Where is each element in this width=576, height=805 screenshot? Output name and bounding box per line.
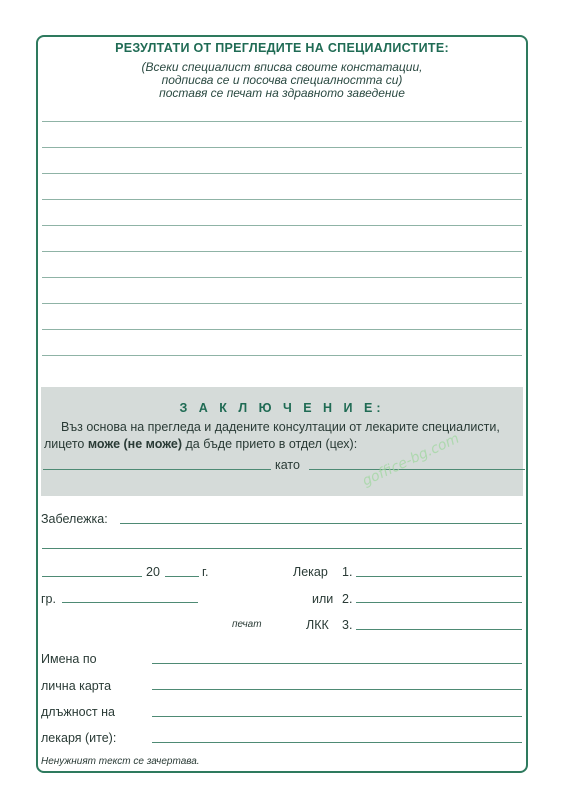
- kato-label: като: [275, 458, 300, 472]
- doctor-3-field[interactable]: [356, 629, 522, 630]
- names-label-1: Имена по: [41, 652, 97, 666]
- names-field-4[interactable]: [152, 742, 522, 743]
- medical-form: [36, 35, 528, 773]
- date-field[interactable]: [42, 576, 142, 577]
- conclusion-line-1: Въз основа на прегледа и дадените консултации от лекарите специалисти,: [61, 420, 500, 434]
- doctor-1-field[interactable]: [356, 576, 522, 577]
- results-line[interactable]: [42, 277, 522, 278]
- results-line[interactable]: [42, 329, 522, 330]
- names-field-2[interactable]: [152, 689, 522, 690]
- results-line[interactable]: [42, 121, 522, 122]
- results-line[interactable]: [42, 225, 522, 226]
- watermark: goffice-bg.com: [360, 430, 462, 490]
- or-label: или: [312, 592, 334, 606]
- names-label-2: лична карта: [41, 679, 112, 693]
- results-line[interactable]: [42, 303, 522, 304]
- form-title: РЕЗУЛТАТИ ОТ ПРЕГЛЕДИТЕ НА СПЕЦИАЛИСТИТЕ:: [115, 41, 449, 55]
- year-field[interactable]: [165, 576, 199, 577]
- names-label-3: длъжност на: [41, 705, 115, 719]
- results-line[interactable]: [42, 251, 522, 252]
- lkk-label: ЛКК: [306, 618, 329, 632]
- year-prefix: 20: [146, 565, 160, 579]
- results-line[interactable]: [42, 199, 522, 200]
- stamp-label: печат: [232, 619, 262, 630]
- remark-label: Забележка:: [41, 512, 108, 526]
- doctor-number-3: 3.: [342, 618, 353, 632]
- results-line[interactable]: [42, 355, 522, 356]
- names-field-3[interactable]: [152, 716, 522, 717]
- year-suffix: г.: [202, 565, 209, 579]
- city-field[interactable]: [62, 602, 198, 603]
- position-field[interactable]: [309, 469, 525, 470]
- city-label: гр.: [41, 592, 56, 606]
- instruction-line-3: поставя се печат на здравното заведение: [159, 86, 405, 100]
- doctor-2-field[interactable]: [356, 602, 522, 603]
- conclusion-title: З А К Л Ю Ч Е Н И Е:: [179, 401, 385, 415]
- conclusion-line-2: лицето може (не може) да бъде прието в отдел (цех):: [44, 437, 358, 451]
- remark-field-2[interactable]: [42, 548, 522, 549]
- doctor-label: Лекар: [293, 565, 328, 579]
- doctor-number-1: 1.: [342, 565, 353, 579]
- footnote: Ненужният текст се зачертава.: [41, 756, 200, 767]
- names-label-4: лекаря (ите):: [41, 731, 117, 745]
- doctor-number-2: 2.: [342, 592, 353, 606]
- remark-field[interactable]: [120, 523, 522, 524]
- results-line[interactable]: [42, 173, 522, 174]
- names-field-1[interactable]: [152, 663, 522, 664]
- instruction-line-2: подписва се и посочва специалността си): [161, 73, 403, 87]
- department-field[interactable]: [43, 469, 271, 470]
- results-line[interactable]: [42, 147, 522, 148]
- instruction-line-1: (Всеки специалист вписва своите констатации,: [141, 60, 423, 74]
